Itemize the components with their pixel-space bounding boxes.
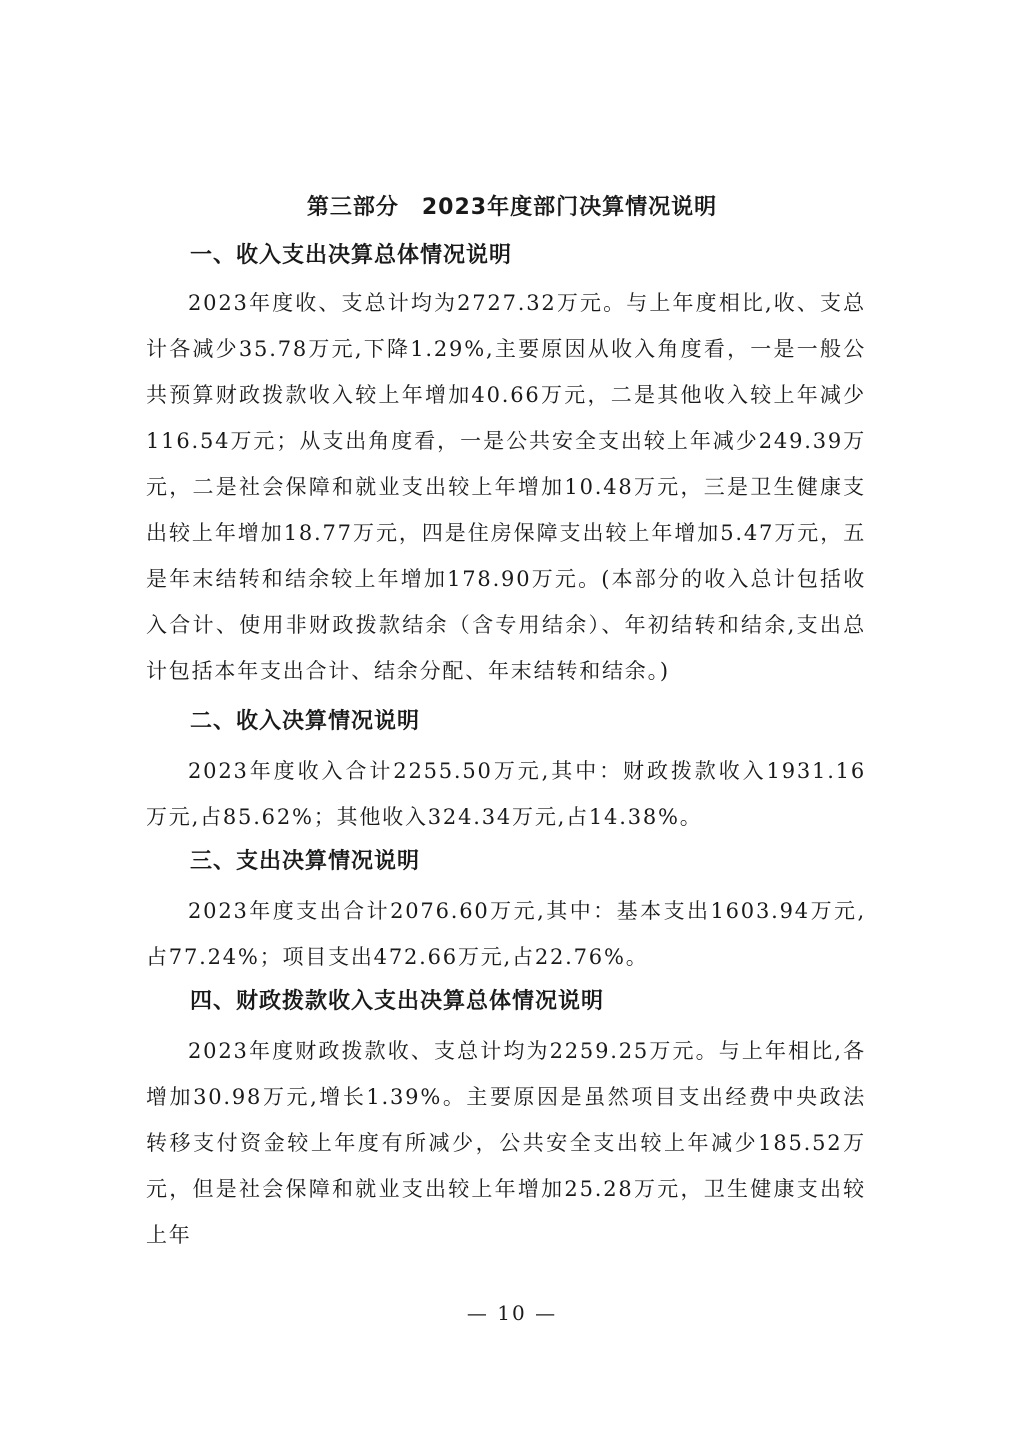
section-heading-3: 三、支出决算情况说明 [190, 849, 421, 874]
section-body-1: 2023年度收、支总计均为2727.32万元。与上年度相比,收、支总计各减少35.78万元,下降1.29%,主要原因从收入角度看，一是一般公共预算财政拨款收入较上年增加40.66万元，二是其他收入较上年减少116.54万元；从支出角度看，一是公共安全支出较上年减少249.39万元，二是社会保障和就业支出较上年增加10.48万元，三是卫生健康支出较上年增加18.77万元，四是住房保障支出较上年增加5.47万元，五是年末结转和结余较上年增加178.90万元。(本部分的收入总计包括收入合计、使用非财政拨款结余（含专用结余）、年初结转和结余,支出总计包括本年支出合计、结余分配、年末结转和结余。) [146, 291, 866, 683]
section-heading-2: 二、收入决算情况说明 [190, 709, 421, 734]
section-heading-4: 四、财政拨款收入支出决算总体情况说明 [190, 989, 605, 1014]
section-heading-1: 一、收入支出决算总体情况说明 [190, 243, 513, 268]
section-body-2: 2023年度收入合计2255.50万元,其中：财政拨款收入1931.16万元,占85.62%；其他收入324.34万元,占14.38%。 [146, 759, 866, 829]
page-title: 第三部分 2023年度部门决算情况说明 [306, 195, 718, 220]
section-body-4: 2023年度财政拨款收、支总计均为2259.25万元。与上年相比,各增加30.98万元,增长1.39%。主要原因是虽然项目支出经费中央政法转移支付资金较上年度有所减少，公共安全支出较上年减少185.52万元，但是社会保障和就业支出较上年增加25.28万元，卫生健康支出较上年 [146, 1039, 866, 1247]
page-number: — 10 — [466, 1301, 558, 1325]
section-body-3: 2023年度支出合计2076.60万元,其中：基本支出1603.94万元,占77.24%；项目支出472.66万元,占22.76%。 [146, 899, 866, 969]
